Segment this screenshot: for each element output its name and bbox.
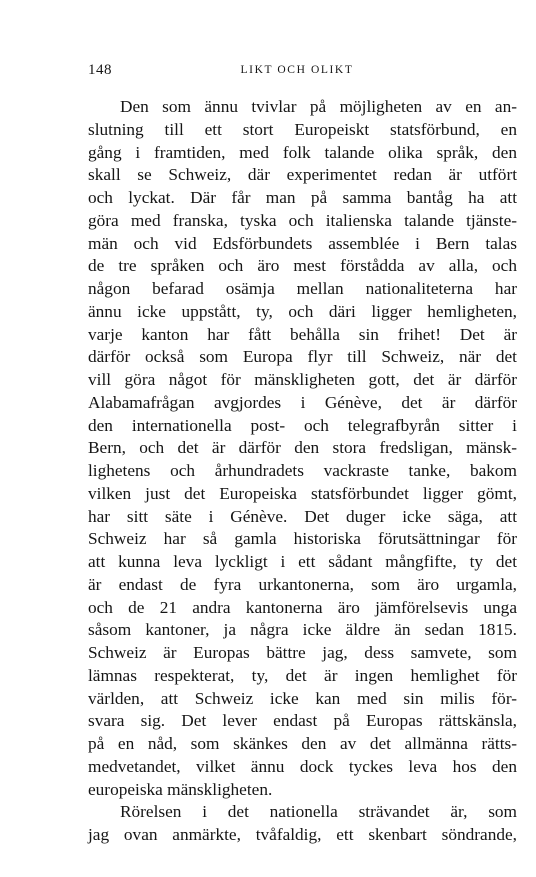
text-line: medvetandet, vilket ännu dock tyckes leva hos den <box>88 756 517 776</box>
text-line: och lyckat. Där får man på samma bantåg ha att <box>88 188 517 207</box>
text-line: världen, att Schweiz icke kan med sin milis för- <box>88 688 517 708</box>
text-line: vilken just det Europeiska statsförbundet ligger gömt, <box>88 483 517 503</box>
text-line: lämnas respekterat, ty, det är ingen hemlighet för <box>88 665 517 685</box>
text-line: vill göra något för mänskligheten gott, det är därför <box>88 370 517 389</box>
text-line: på en nåd, som skänkes den av det allmänna rätts- <box>88 734 517 753</box>
text-line: och de 21 andra kantonerna äro jämförelsevis unga <box>88 597 517 617</box>
text-line: slutning till ett stort Europeiskt statsförbund, en <box>88 119 517 139</box>
running-title: LIKT OCH OLIKT <box>240 64 354 76</box>
text-line: Schweiz är Europas bättre jag, dess samvete, som <box>88 643 517 662</box>
text-line: Bern, och det är därför den stora fredsligan, mänsk- <box>88 438 517 458</box>
page-number: 148 <box>88 62 112 78</box>
text-line: Alabamafrågan avgjordes i Génève, det är därför <box>88 392 517 412</box>
text-line: ännu icke uppstått, ty, och däri ligger hemligheten, <box>88 301 517 321</box>
text-line: att kunna leva lyckligt i ett sådant mångfifte, ty det <box>88 552 517 571</box>
text-line: såsom kantoner, ja några icke äldre än sedan 1815. <box>88 620 517 640</box>
text-line: europeiska mänskligheten. <box>88 779 273 799</box>
text-line: svara sig. Det lever endast på Europas rättskänsla, <box>88 711 517 731</box>
text-line: gång i framtiden, med folk talande olika språk, den <box>88 142 517 162</box>
text-line: därför också som Europa flyr till Schweiz, när det <box>88 347 517 367</box>
text-line: män och vid Edsförbundets assemblée i Bern talas <box>88 233 517 253</box>
text-line: Rörelsen i det nationella strävandet är, som <box>120 802 517 822</box>
text-line: de tre språken och äro mest förstådda av alla, och <box>88 256 517 276</box>
text-line: göra med franska, tyska och italienska talande tjänste- <box>88 210 517 230</box>
text-line: skall se Schweiz, där experimentet redan är utfört <box>88 165 517 185</box>
text-line: Schweiz har så gamla historiska förutsättningar för <box>88 529 517 549</box>
text-line: lighetens och århundradets vackraste tanke, bakom <box>88 461 517 480</box>
text-line: har sitt säte i Génève. Det duger icke säga, att <box>88 506 517 526</box>
running-head <box>88 62 506 84</box>
text-line: Den som ännu tvivlar på möjligheten av en an- <box>120 97 517 116</box>
text-line: varje kanton har fått behålla sin frihet! Det är <box>88 324 517 344</box>
text-line: jag ovan anmärkte, tvåfaldig, ett skenbart söndrande, <box>88 825 517 844</box>
text-line: är endast de fyra urkantonerna, som äro urgamla, <box>88 574 517 594</box>
body-text <box>88 96 517 847</box>
text-line: någon befarad osämja mellan nationaliteterna har <box>88 279 517 298</box>
text-line: den internationella post- och telegrafbyrån sitter i <box>88 415 517 435</box>
